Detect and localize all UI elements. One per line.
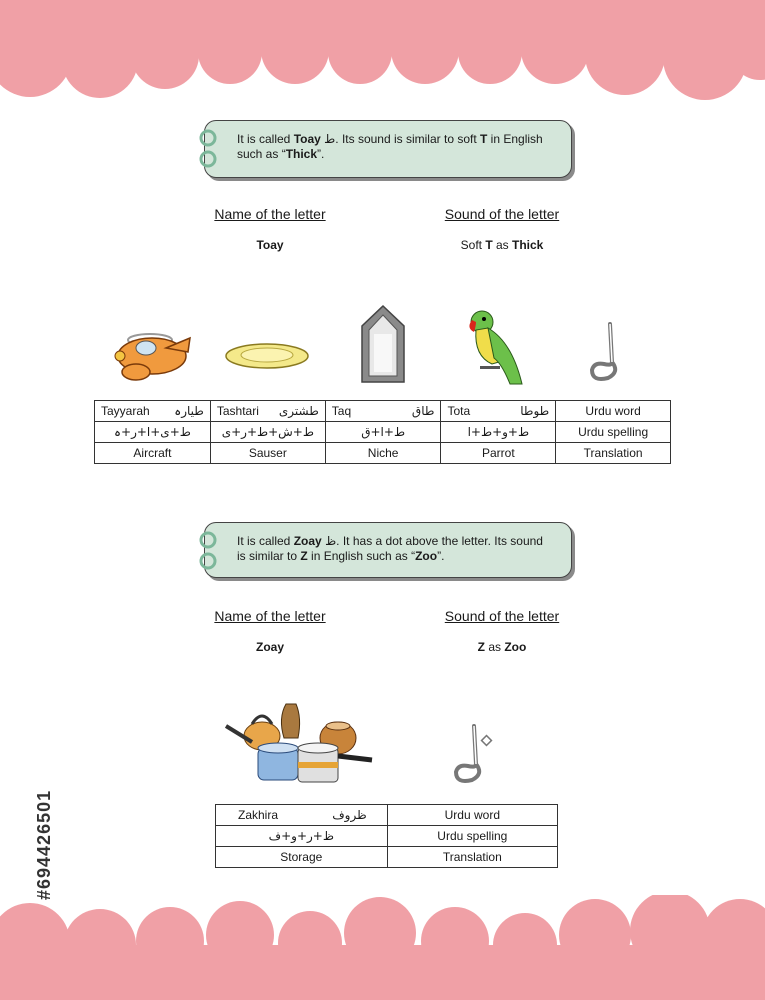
stock-id-watermark [10, 760, 54, 900]
callout-line-2: such as “Thick”. [237, 147, 325, 161]
translation-cell: Niche [325, 443, 441, 464]
letter-sound-value: Soft T as Thick [460, 238, 544, 252]
word-cell: Tashtari طشتری [210, 401, 325, 422]
translation-cell: Aircraft [95, 443, 211, 464]
spelling-cell: ط+ی+ا+ر+ہ [95, 422, 211, 443]
callout-line-1: It is called Zoay ظ. It has a dot above the letter. Its sound [237, 534, 543, 548]
row-label: Translation [556, 443, 671, 464]
ring-binder-icon [199, 127, 219, 171]
row-label: Urdu word [387, 805, 557, 826]
table-row [95, 443, 671, 464]
sound-of-letter-heading: Sound of the letter [444, 608, 560, 624]
translation-cell: Storage [216, 847, 388, 868]
word-cell: Zakhira ظروف [216, 805, 388, 826]
translation-cell: Parrot [441, 443, 556, 464]
table-row [95, 422, 671, 443]
spelling-cell: ظ+ر+و+ف [216, 826, 388, 847]
spelling-cell: ط+ش+ط+ر+ی [210, 422, 325, 443]
word-cell: Taq طاق [325, 401, 441, 422]
translation-cell: Sauser [210, 443, 325, 464]
letter-toay-callout [204, 120, 572, 178]
toay-letter-outline-icon [588, 322, 622, 384]
spelling-cell: ط+و+ط+ا [441, 422, 556, 443]
spelling-cell: ط+ا+ق [325, 422, 441, 443]
row-label: Urdu spelling [556, 422, 671, 443]
letter-zoay-callout [204, 522, 572, 578]
bottom-cloud-border [0, 895, 765, 1000]
zoay-letter-outline-icon [452, 724, 498, 786]
top-cloud-border [0, 0, 765, 100]
parrot-illustration [466, 306, 528, 386]
storage-utensils-illustration [222, 698, 374, 790]
row-label: Urdu spelling [387, 826, 557, 847]
sound-of-letter-heading: Sound of the letter [444, 206, 560, 222]
toay-words-table [94, 400, 671, 464]
table-row [216, 805, 558, 826]
callout-line-2: is similar to Z in English such as “Zoo”. [237, 549, 445, 563]
row-label: Translation [387, 847, 557, 868]
letter-sound-value: Z as Zoo [477, 640, 527, 654]
callout-line-1: It is called Toay ط. Its sound is similar to soft T in English [237, 132, 543, 146]
row-label: Urdu word [556, 401, 671, 422]
letter-name-value: Toay [256, 238, 284, 252]
table-row [216, 847, 558, 868]
aircraft-illustration [106, 318, 194, 384]
ring-binder-icon [199, 529, 219, 573]
letter-name-value: Zoay [255, 640, 284, 654]
saucer-illustration [224, 340, 310, 372]
word-cell: Tayyarah طیارہ [95, 401, 211, 422]
table-row [95, 401, 671, 422]
word-cell: Tota طوطا [441, 401, 556, 422]
niche-illustration [358, 304, 408, 384]
table-row [216, 826, 558, 847]
name-of-letter-heading: Name of the letter [214, 608, 326, 624]
name-of-letter-heading: Name of the letter [214, 206, 326, 222]
stock-id-text: #694426501 [34, 789, 54, 900]
zoay-words-table [215, 804, 558, 868]
